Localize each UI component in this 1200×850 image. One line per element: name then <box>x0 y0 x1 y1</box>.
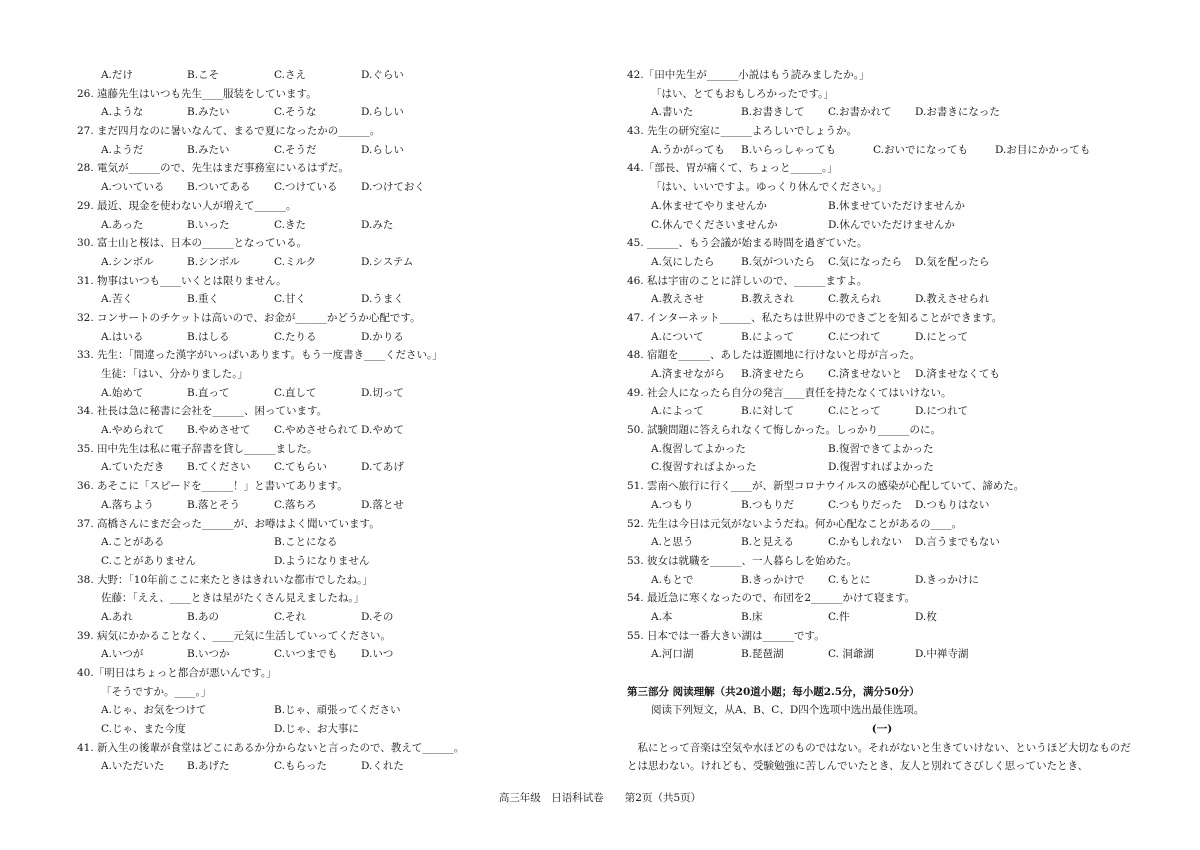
answer-option: C.件 <box>828 610 850 623</box>
answer-option: C.落ちろ <box>274 498 317 511</box>
answer-option: C.につれて <box>828 330 881 343</box>
answer-option: D.らしい <box>361 106 404 119</box>
answer-option: A.苦く <box>101 293 133 306</box>
answer-option: D.お書きになった <box>915 106 1000 119</box>
answer-option: B.はしる <box>187 330 230 343</box>
answer-options <box>77 141 577 160</box>
answer-options <box>77 178 577 197</box>
answer-options <box>627 141 1137 160</box>
answer-option: D.落とせ <box>361 498 404 511</box>
right-column <box>627 66 1137 776</box>
answer-options <box>627 216 1137 235</box>
reading-passage: 私にとって音楽は空気や水ほどのものではない。それがないと生きていけない、というほど大切なものだとは思わない。けれども、受験勉強に苦しんでいたとき、友人と別れてさびしく思っていたとき、 <box>627 741 1131 773</box>
answer-option: C.ミルク <box>274 255 317 268</box>
answer-option: B.に対して <box>741 405 795 418</box>
question-text: 32. コンサートのチケットは高いので、お金が______かどうか心配です。 <box>77 311 421 324</box>
question-text: 31. 物事はいつも____いくとは限りません。 <box>77 274 287 287</box>
answer-option: A.復習してよかった <box>651 442 746 455</box>
question-text: 47. インターネット______、私たちは世界中のできごとを知ることができます。 <box>627 311 1003 324</box>
answer-option: A.教えさせ <box>651 293 704 306</box>
answer-option: D.てあげ <box>361 461 404 474</box>
answer-option: B.重く <box>187 293 220 306</box>
answer-option: D.休んでいただけませんか <box>828 218 955 231</box>
answer-option: A.ついている <box>101 181 165 194</box>
answer-option: C.じゃ、また今度 <box>101 723 186 736</box>
answer-options <box>627 571 1137 590</box>
answer-option: B.やめさせて <box>187 424 251 437</box>
answer-option: B.休ませていただけませんか <box>828 199 966 212</box>
question-text: 41. 新入生の後輩が食堂はどこにあるか分からないと言ったので、教えて______。 <box>77 741 465 754</box>
question-text: 50. 試験問題に答えられなくて悔しかった。しっかり______のに。 <box>627 424 942 437</box>
answer-option: C.お書かれて <box>828 106 892 119</box>
answer-options <box>627 440 1137 459</box>
answer-option: A.だけ <box>101 69 133 81</box>
answer-option: B.いった <box>187 218 230 231</box>
answer-option: A.休ませてやりませんか <box>651 199 767 212</box>
answer-option: D.つけておく <box>361 181 425 194</box>
answer-options <box>77 458 577 477</box>
answer-option: C.甘く <box>274 293 306 306</box>
answer-option: B.直って <box>187 386 230 399</box>
question-text: 55. 日本では一番大きい湖は______です。 <box>627 629 825 642</box>
answer-option: D.うまく <box>361 293 404 306</box>
answer-option: B.てください <box>187 461 251 474</box>
answer-option: B.つもりだ <box>741 498 795 511</box>
answer-option: B.ことになる <box>274 536 338 549</box>
answer-option: C.それ <box>274 610 306 623</box>
answer-options <box>627 365 1137 384</box>
question-text: 40.「明日はちょっと都合が悪いんです。」 <box>77 667 277 679</box>
answer-option: C.おいでになっても <box>873 143 968 156</box>
answer-option: A.じゃ、お気をつけて <box>101 704 207 717</box>
answer-option: A.書いた <box>651 106 694 119</box>
answer-options <box>627 458 1137 477</box>
answer-option: A.ことがある <box>101 536 165 549</box>
answer-option: C.きた <box>274 218 306 231</box>
answer-options <box>77 66 577 85</box>
answer-option: A.あれ <box>101 610 133 623</box>
answer-options <box>77 701 577 720</box>
answer-option: C.気になったら <box>828 255 902 268</box>
question-text: 35. 田中先生は私に電子辞書を貸し______ました。 <box>77 442 318 455</box>
spacer <box>627 664 1137 683</box>
answer-option: D.らしい <box>361 143 404 156</box>
answer-options <box>627 253 1137 272</box>
answer-options <box>77 253 577 272</box>
answer-option: A.済ませながら <box>651 368 725 380</box>
answer-options <box>627 496 1137 515</box>
answer-option: D.みた <box>361 218 394 231</box>
question-text: 26. 遠藤先生はいつも先生____服装をしています。 <box>77 87 317 100</box>
answer-options <box>77 216 577 235</box>
answer-option: B.こそ <box>187 69 220 81</box>
answer-options <box>627 197 1137 216</box>
answer-option: B.みたい <box>187 106 230 119</box>
answer-option: C.済ませないと <box>828 368 902 380</box>
answer-option: A.本 <box>651 610 673 623</box>
answer-option: D.やめて <box>361 424 404 437</box>
answer-option: D.気を配ったら <box>915 255 990 268</box>
answer-option: D.にとって <box>915 330 969 343</box>
question-text: 28. 電気が______ので、先生はまだ事務室にいるはずだ。 <box>77 162 349 175</box>
answer-option: B.済ませたら <box>741 368 805 380</box>
answer-option: C.ことがありません <box>101 554 196 567</box>
answer-options <box>77 552 577 571</box>
question-text: 45. ______、もう会議が始まる時間を過ぎていた。 <box>627 237 868 250</box>
question-continuation: 「はい、とてもおもしろかったです。」 <box>651 87 834 100</box>
answer-option: B.気がついたら <box>741 255 816 268</box>
answer-options <box>627 645 1137 664</box>
answer-option: A.やめられて <box>101 424 165 437</box>
answer-option: A.つもり <box>651 498 694 511</box>
answer-options <box>77 103 577 122</box>
answer-option: D.枚 <box>915 610 937 623</box>
answer-option: B.きっかけで <box>741 573 805 586</box>
answer-option: A.ような <box>101 106 144 119</box>
question-continuation: 「そうですか。____。」 <box>101 685 212 698</box>
answer-option: C.教えられ <box>828 293 881 306</box>
answer-options <box>627 103 1137 122</box>
answer-option: A.気にしたら <box>651 255 715 268</box>
answer-options <box>77 645 577 664</box>
answer-option: C.そうだ <box>274 143 317 156</box>
answer-option: A.河口湖 <box>651 648 694 661</box>
answer-option: B.によって <box>741 330 795 343</box>
answer-option: C.そうな <box>274 106 317 119</box>
question-continuation: 佐藤：「ええ、____ときは星がたくさん見えましたね。」 <box>101 592 365 605</box>
answer-options <box>77 757 577 776</box>
answer-option: B.落とそう <box>187 498 241 511</box>
answer-option: A.はいる <box>101 330 144 343</box>
answer-option: D.ようになりません <box>274 554 370 567</box>
question-text: 30. 富士山と桜は、日本の______となっている。 <box>77 237 308 250</box>
answer-option: B.いつか <box>187 648 230 661</box>
answer-option: C.もらった <box>274 760 327 773</box>
answer-option: B.あげた <box>187 760 230 773</box>
question-text: 53. 彼女は就職を______、一人暮らしを始めた。 <box>627 554 858 567</box>
answer-options <box>77 421 577 440</box>
answer-option: D.かりる <box>361 330 404 343</box>
answer-option: D.きっかけに <box>915 573 979 586</box>
answer-options <box>77 533 577 552</box>
answer-option: D.いつ <box>361 648 394 661</box>
question-text: 49. 社会人になったら自分の発言____責任を持たなくてはいけない。 <box>627 386 952 399</box>
question-text: 27. まだ四月なのに暑いなんて、まるで夏になったかの______。 <box>77 125 381 138</box>
passage-number: (一) <box>871 723 893 736</box>
answer-option: B.ついてある <box>187 181 251 194</box>
question-text: 36. あそこに「スピードを______！」と書いてあります。 <box>77 480 348 493</box>
question-text: 51. 雲南へ旅行に行く____が、新型コロナウイルスの感染が心配していて、諦めた。 <box>627 480 1025 493</box>
answer-options <box>77 720 577 739</box>
question-text: 29. 最近、現金を使わない人が増えて______。 <box>77 199 297 212</box>
answer-options <box>77 384 577 403</box>
answer-options <box>77 328 577 347</box>
answer-option: D.済ませなくても <box>915 368 1000 380</box>
question-text: 33. 先生：「間違った漢字がいっぱいあります。もう一度書き____ください。」 <box>77 349 443 362</box>
answer-options <box>77 608 577 627</box>
answer-option: A.いつが <box>101 648 144 661</box>
answer-option: B.あの <box>187 610 220 623</box>
answer-option: B.みたい <box>187 143 230 156</box>
answer-option: A.と思う <box>651 536 694 549</box>
answer-option: D.につれて <box>915 405 969 418</box>
answer-option: D.教えさせられ <box>915 293 990 306</box>
answer-option: A.始めて <box>101 386 144 399</box>
question-text: 54. 最近急に寒くなったので、布団を2______かけて寝ます。 <box>627 592 916 605</box>
question-text: 42.「田中先生が______小説はもう読みましたか。」 <box>627 69 870 81</box>
answer-option: B.復習できてよかった <box>828 442 934 455</box>
answer-option: C.つけている <box>274 181 338 194</box>
question-text: 44.「部長、胃が痛くて、ちょっと______。」 <box>627 162 838 175</box>
answer-option: D.つもりはない <box>915 498 990 511</box>
answer-option: C.直して <box>274 386 317 399</box>
answer-option: D.中禅寺湖 <box>915 648 969 661</box>
answer-options <box>627 290 1137 309</box>
question-text: 48. 宿題を______、あしたは遊園地に行けないと母が言った。 <box>627 349 921 362</box>
answer-option: B.いらっしゃっても <box>741 143 837 156</box>
answer-option: D.システム <box>361 255 414 268</box>
answer-option: D.復習すればよかった <box>828 461 934 474</box>
answer-option: A.あった <box>101 218 144 231</box>
answer-options <box>627 533 1137 552</box>
answer-option: D.その <box>361 610 394 623</box>
answer-options <box>77 290 577 309</box>
answer-option: B.教えされ <box>741 293 795 306</box>
left-column <box>77 66 577 776</box>
answer-option: C.やめさせられて <box>274 424 359 437</box>
answer-option: C.かもしれない <box>828 536 902 549</box>
question-text: 38. 大野：「10年前ここに来たときはきれいな都市でしたね。」 <box>77 573 373 586</box>
question-text: 52. 先生は今日は元気がないようだね。何か心配なことがあるの____。 <box>627 517 963 530</box>
answer-options <box>627 608 1137 627</box>
answer-option: D.切って <box>361 386 404 399</box>
answer-option: B.シンボル <box>187 255 240 268</box>
answer-option: D.お目にかかっても <box>995 143 1091 156</box>
answer-option: D.ぐらい <box>361 69 404 81</box>
answer-option: B.琵琶湖 <box>741 648 784 661</box>
answer-option: A.もとで <box>651 573 694 586</box>
answer-option: A.シンボル <box>101 255 154 268</box>
answer-option: C.もとに <box>828 573 871 586</box>
answer-option: A.いただいた <box>101 760 165 773</box>
answer-option: C.つもりだった <box>828 498 902 511</box>
answer-options <box>627 328 1137 347</box>
answer-options <box>627 402 1137 421</box>
answer-option: C. 洞爺湖 <box>828 648 874 661</box>
answer-option: C.休んでくださいませんか <box>651 218 778 231</box>
answer-option: A.ていただき <box>101 461 165 474</box>
answer-option: B.床 <box>741 610 763 623</box>
question-text: 37. 高橋さんにまだ会った______が、お噂はよく聞いています。 <box>77 517 380 530</box>
answer-option: B.と見える <box>741 536 795 549</box>
answer-option: A.うかがっても <box>651 143 725 156</box>
answer-option: B.お書きして <box>741 106 805 119</box>
answer-option: C.てもらい <box>274 461 327 474</box>
question-continuation: 阅读下列短文，从A、B、C、D四个选项中选出最佳选项。 <box>651 704 925 717</box>
question-text: 34. 社長は急に秘書に会社を______、困っています。 <box>77 405 328 418</box>
answer-options <box>77 496 577 515</box>
answer-option: D.言うまでもない <box>915 536 1000 549</box>
answer-option: D.じゃ、お大事に <box>274 723 359 736</box>
answer-option: D.くれた <box>361 760 404 773</box>
answer-option: A.によって <box>651 405 704 418</box>
question-text: 46. 私は宇宙のことに詳しいので、______ますよ。 <box>627 274 868 287</box>
answer-option: B.じゃ、頑張ってください <box>274 704 401 717</box>
answer-option: C.さえ <box>274 69 306 81</box>
question-text: 43. 先生の研究室に______よろしいでしょうか。 <box>627 125 858 138</box>
answer-option: C.にとって <box>828 405 881 418</box>
answer-option: A.落ちよう <box>101 498 154 511</box>
answer-option: A.ようだ <box>101 143 144 156</box>
question-text: 39. 病気にかかることなく、____元気に生活していってください。 <box>77 629 391 642</box>
answer-option: C.たりる <box>274 330 317 343</box>
page-footer: 高三年级 日语科试卷 第2页（共5页） <box>498 792 702 804</box>
answer-option: C.いつまでも <box>274 648 338 661</box>
answer-option: C.復習すればよかった <box>651 461 757 474</box>
question-continuation: 生徒：「はい、分かりました。」 <box>101 368 248 380</box>
answer-option: A.について <box>651 330 704 343</box>
question-continuation: 「はい、いいですよ。ゆっくり休んでください。」 <box>651 181 888 194</box>
section-heading: 第三部分 阅读理解（共20道小题；每小题2.5分，满分50分） <box>627 685 920 698</box>
